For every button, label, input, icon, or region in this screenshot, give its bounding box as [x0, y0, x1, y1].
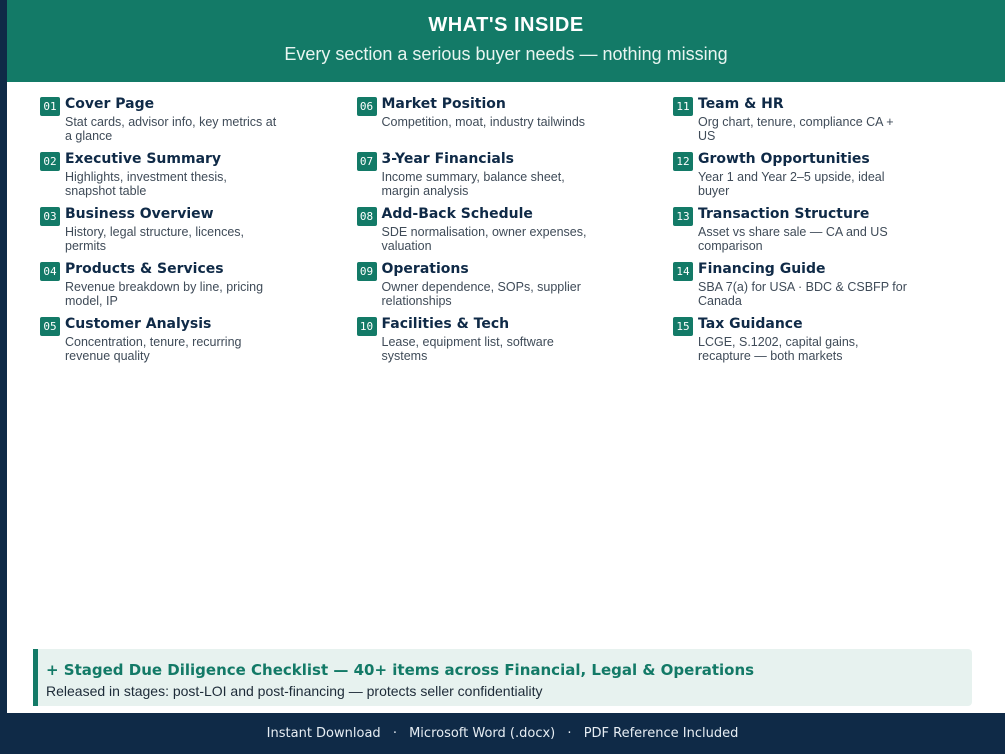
section-number-badge: 04: [40, 262, 60, 281]
section-item: [40, 97, 357, 152]
section-number-badge: 02: [40, 152, 60, 171]
section-number-badge: 07: [357, 152, 377, 171]
section-description: Org chart, tenure, compliance CA + US: [698, 115, 894, 143]
section-description: Concentration, tenure, recurring revenue quality: [65, 335, 242, 363]
page-title: WHAT'S INSIDE: [428, 14, 584, 36]
section-description: History, legal structure, licences, permits: [65, 225, 244, 253]
section-description: Year 1 and Year 2–5 upside, ideal buyer: [698, 170, 885, 198]
section-description: SBA 7(a) for USA · BDC & CSBFP for Canada: [698, 280, 907, 308]
section-item: [357, 97, 674, 152]
section-description: Owner dependence, SOPs, supplier relationships: [381, 280, 581, 308]
section-title: Products & Services: [65, 261, 224, 277]
footer-bar: [0, 713, 1005, 754]
section-description: Income summary, balance sheet, margin analysis: [381, 170, 565, 198]
footer-item-download: Instant Download: [266, 726, 381, 741]
section-item: [357, 262, 674, 317]
section-title: Tax Guidance: [698, 316, 803, 332]
footer-separator: ·: [567, 726, 572, 741]
section-item: [673, 317, 973, 372]
header-banner: [7, 0, 1005, 82]
section-title: Customer Analysis: [65, 316, 212, 332]
section-description: Lease, equipment list, software systems: [381, 335, 554, 363]
section-number-badge: 13: [673, 207, 693, 226]
document-page: [7, 0, 1005, 713]
section-item: [357, 207, 674, 262]
due-diligence-callout: [33, 649, 972, 706]
section-title: Cover Page: [65, 96, 155, 112]
section-number-badge: 09: [357, 262, 377, 281]
section-item: [357, 152, 674, 207]
section-title: Facilities & Tech: [381, 316, 510, 332]
section-title: Executive Summary: [65, 151, 222, 167]
section-description: Revenue breakdown by line, pricing model, IP: [65, 280, 264, 308]
section-item: [673, 207, 973, 262]
section-item: [40, 152, 357, 207]
footer-item-format: Microsoft Word (.docx): [409, 726, 556, 741]
section-item: [673, 97, 973, 152]
footer-item-pdf: PDF Reference Included: [583, 726, 739, 741]
footer-separator: ·: [392, 726, 397, 741]
section-item: [40, 317, 357, 372]
section-title: Operations: [381, 261, 469, 277]
section-title: Market Position: [381, 96, 506, 112]
section-description: Highlights, investment thesis, snapshot table: [65, 170, 227, 198]
section-item: [673, 262, 973, 317]
section-description: LCGE, S.1202, capital gains, recapture — both markets: [698, 335, 859, 363]
section-number-badge: 10: [357, 317, 377, 336]
section-item: [40, 207, 357, 262]
page-subtitle: Every section a serious buyer needs — nothing missing: [284, 44, 728, 64]
section-description: Stat cards, advisor info, key metrics at a glance: [65, 115, 277, 143]
section-number-badge: 06: [357, 97, 377, 116]
section-number-badge: 15: [673, 317, 693, 336]
section-title: Growth Opportunities: [698, 151, 870, 167]
section-number-badge: 14: [673, 262, 693, 281]
callout-subtitle: Released in stages: post-LOI and post-financing — protects seller confidentiality: [46, 683, 543, 699]
section-number-badge: 01: [40, 97, 60, 116]
callout-title: + Staged Due Diligence Checklist — 40+ items across Financial, Legal & Operations: [46, 661, 755, 679]
section-description: SDE normalisation, owner expenses, valuation: [381, 225, 587, 253]
section-title: Add-Back Schedule: [381, 206, 533, 222]
section-number-badge: 05: [40, 317, 60, 336]
section-number-badge: 08: [357, 207, 377, 226]
section-description: Asset vs share sale — CA and US comparison: [698, 225, 888, 253]
section-item: [673, 152, 973, 207]
section-number-badge: 03: [40, 207, 60, 226]
section-title: Team & HR: [698, 96, 784, 112]
section-title: Financing Guide: [698, 261, 826, 277]
section-number-badge: 11: [673, 97, 693, 116]
section-number-badge: 12: [673, 152, 693, 171]
section-description: Competition, moat, industry tailwinds: [381, 115, 586, 129]
section-item: [40, 262, 357, 317]
section-title: 3-Year Financials: [381, 151, 514, 167]
sections-grid: [40, 97, 980, 372]
section-item: [357, 317, 674, 372]
section-title: Business Overview: [65, 206, 214, 222]
section-title: Transaction Structure: [698, 206, 870, 222]
